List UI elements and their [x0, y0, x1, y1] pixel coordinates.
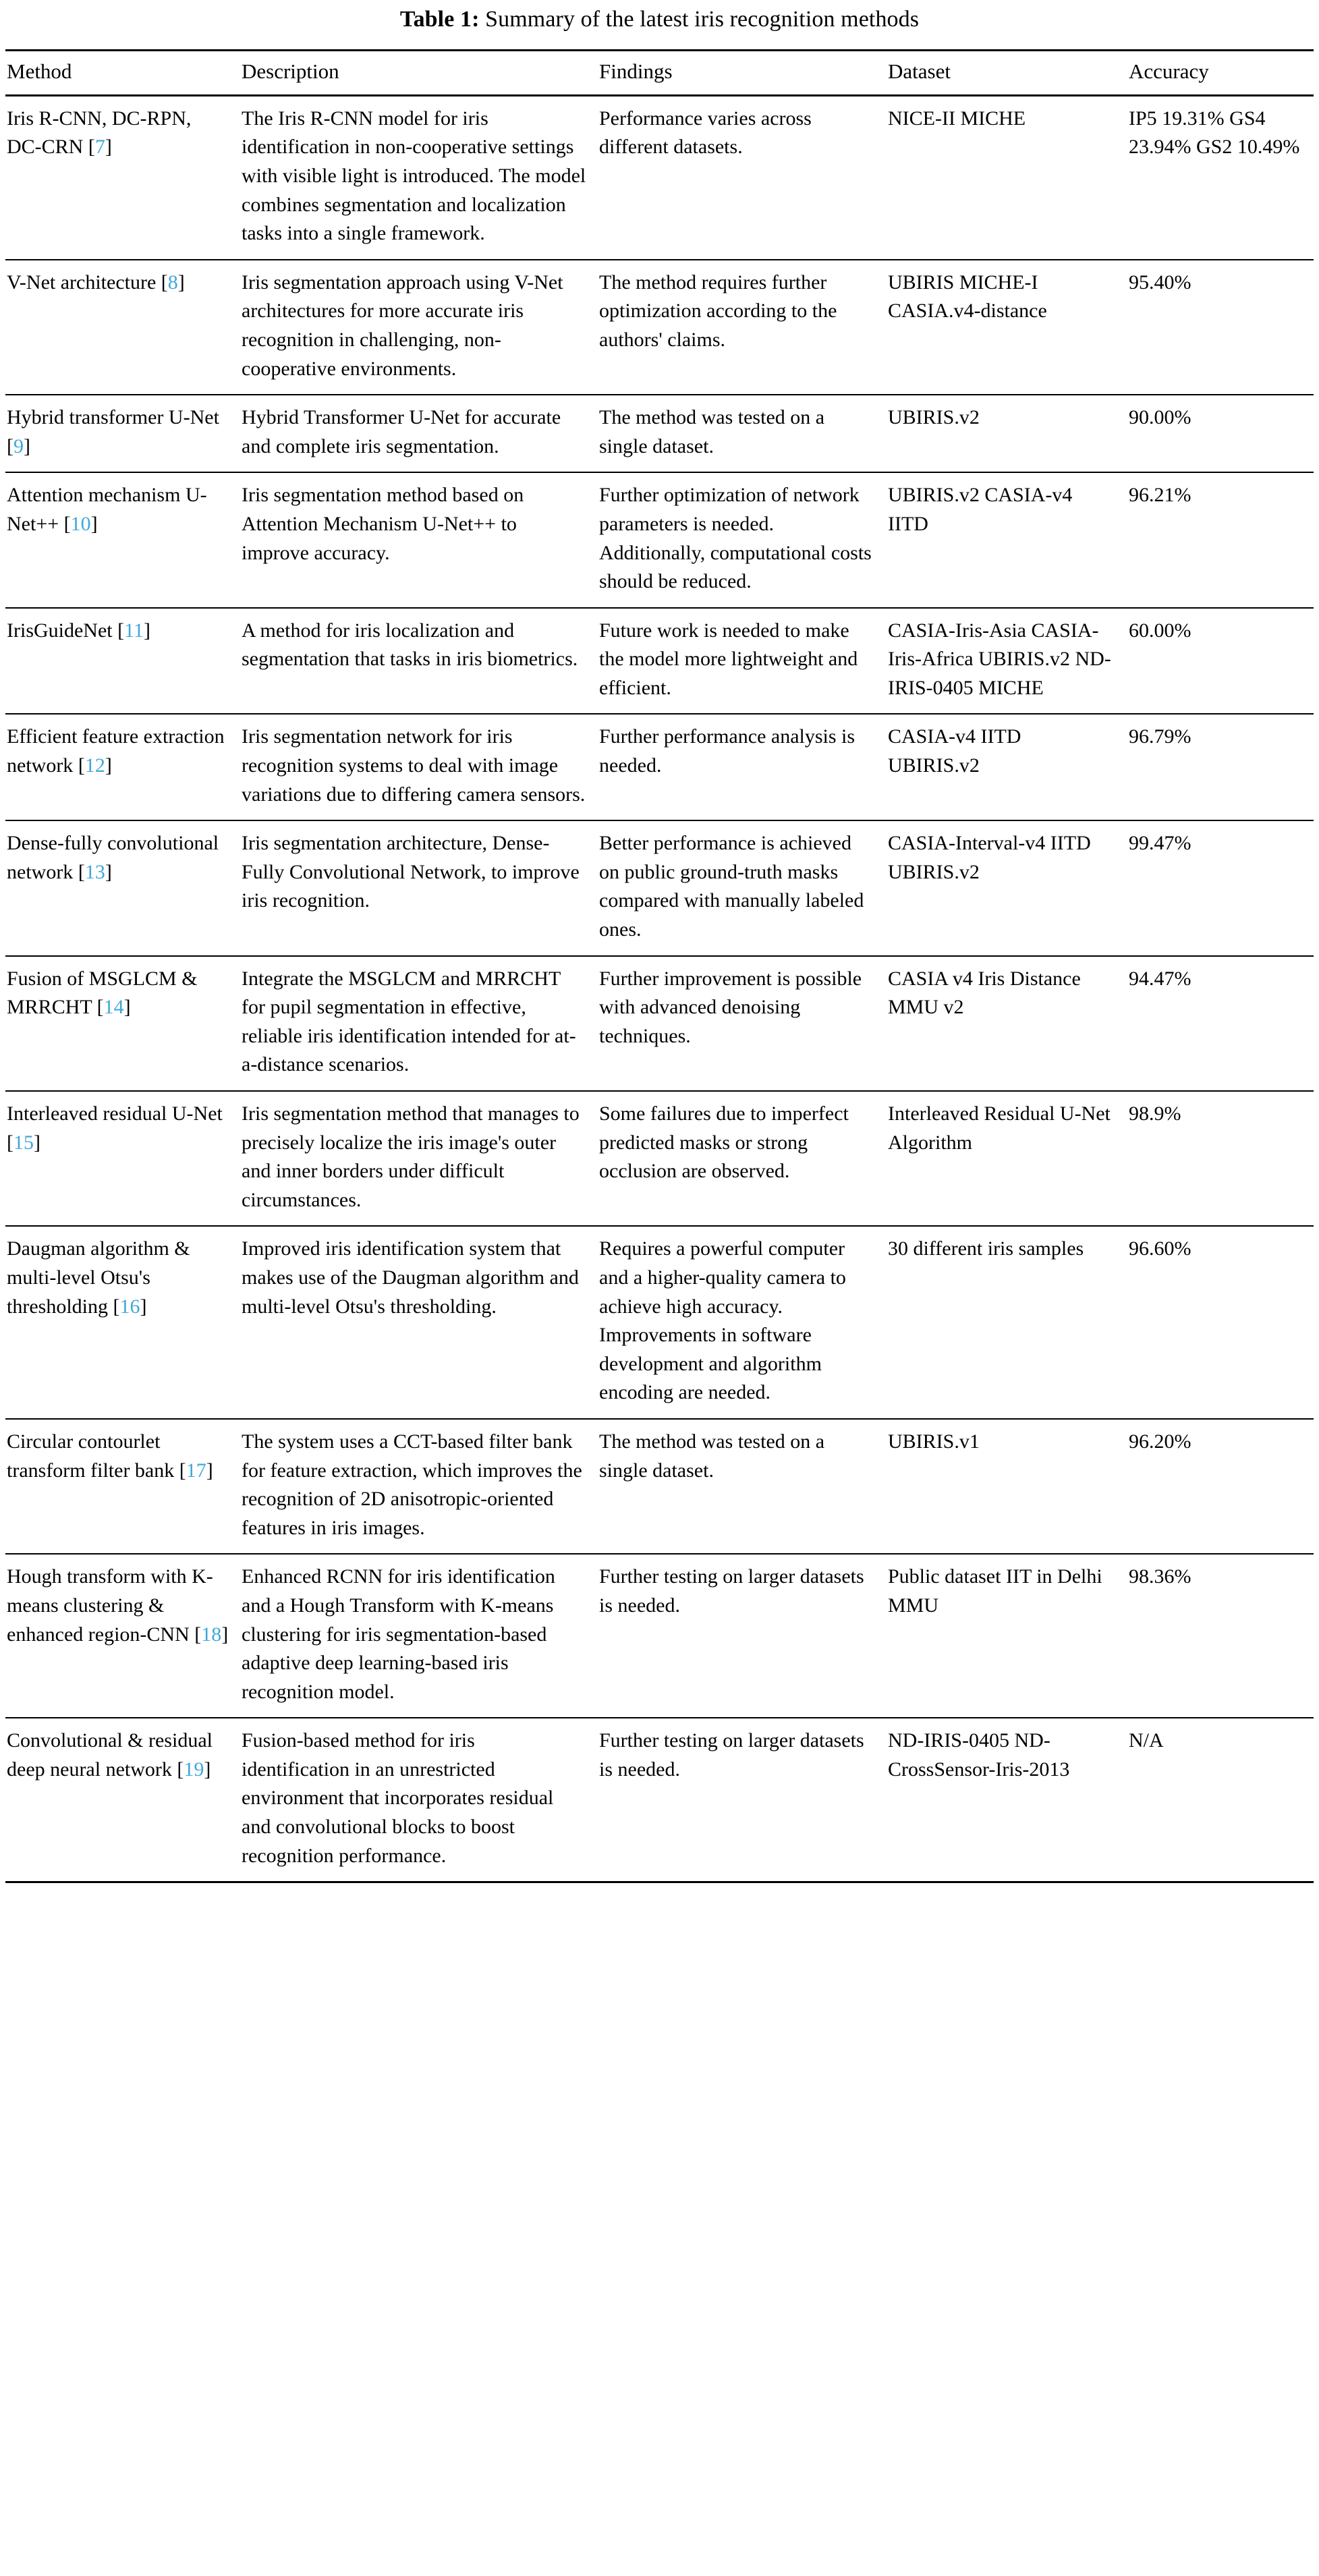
cell-dataset: Public dataset IIT in Delhi MMU [887, 1554, 1127, 1718]
column-header-accuracy: Accuracy [1127, 50, 1314, 95]
table-row [5, 608, 1314, 715]
citation-link[interactable]: 11 [124, 619, 144, 642]
cell-findings: Performance varies across different datasets. [598, 95, 887, 259]
citation-link[interactable]: 18 [201, 1623, 222, 1646]
cell-method [5, 1091, 240, 1226]
citation-bracket-open: [ [194, 1623, 202, 1646]
cell-dataset: CASIA-Iris-Asia CASIA-Iris-Africa UBIRIS.v2 ND-IRIS-0405 MICHE [887, 608, 1127, 715]
method-label: V-Net architecture [7, 271, 157, 293]
cell-description: Improved iris identification system that makes use of the Daugman algorithm and multi-level Otsu's thresholding. [240, 1226, 598, 1419]
cell-method [5, 1718, 240, 1882]
citation-bracket-open: [ [117, 619, 125, 642]
citation-bracket-close: ] [177, 271, 185, 293]
citation-bracket-close: ] [140, 1295, 147, 1318]
summary-table [5, 49, 1314, 1884]
table-row [5, 95, 1314, 259]
method-label: IrisGuideNet [7, 619, 113, 642]
cell-findings: Better performance is achieved on public ground-truth masks compared with manually labeled ones. [598, 820, 887, 955]
citation-link[interactable]: 10 [70, 512, 91, 535]
cell-method [5, 820, 240, 955]
cell-method [5, 395, 240, 472]
column-header-description: Description [240, 50, 598, 95]
citation-link[interactable]: 17 [186, 1459, 206, 1482]
table-row [5, 1091, 1314, 1226]
method-label: Dense-fully convolutional network [7, 832, 219, 883]
method-label: Convolutional & residual deep neural network [7, 1729, 213, 1781]
method-label: Fusion of MSGLCM & MRRCHT [7, 967, 198, 1019]
citation-bracket-open: [ [78, 754, 85, 777]
cell-accuracy: IP5 19.31% GS4 23.94% GS2 10.49% [1127, 95, 1314, 259]
citation-bracket-open: [ [78, 860, 85, 883]
cell-description: The Iris R-CNN model for iris identification in non-cooperative settings with visible light is introduced. The model combines segmentation and localization tasks into a single framework. [240, 95, 598, 259]
caption-label: Table 1: [399, 7, 480, 32]
citation-bracket-close: ] [221, 1623, 229, 1646]
method-label: Circular contourlet transform filter bank [7, 1430, 175, 1482]
citation-link[interactable]: 14 [103, 996, 124, 1019]
citation-link[interactable]: 15 [13, 1131, 34, 1154]
citation-bracket-close: ] [204, 1758, 211, 1781]
cell-accuracy: N/A [1127, 1718, 1314, 1882]
cell-accuracy: 98.9% [1127, 1091, 1314, 1226]
cell-description: A method for iris localization and segmentation that tasks in iris biometrics. [240, 608, 598, 715]
method-label: Hybrid transformer U-Net [7, 406, 219, 429]
citation-bracket-close: ] [144, 619, 151, 642]
citation-link[interactable]: 9 [13, 435, 24, 457]
citation-bracket-open: [ [7, 435, 13, 457]
citation-bracket-close: ] [24, 435, 30, 457]
cell-dataset: UBIRIS.v2 [887, 395, 1127, 472]
cell-dataset: CASIA v4 Iris Distance MMU v2 [887, 956, 1127, 1091]
citation-link[interactable]: 8 [167, 271, 178, 293]
cell-description: Iris segmentation method based on Attention Mechanism U-Net++ to improve accuracy. [240, 472, 598, 607]
header-row [5, 50, 1314, 95]
cell-findings: Further performance analysis is needed. [598, 714, 887, 820]
citation-bracket-open: [ [161, 271, 168, 293]
cell-description: Integrate the MSGLCM and MRRCHT for pupil segmentation in effective, reliable iris identification intended for at-a-distance scenarios. [240, 956, 598, 1091]
table-row [5, 1226, 1314, 1419]
caption-text: Summary of the latest iris recognition methods [485, 7, 920, 32]
citation-bracket-open: [ [177, 1758, 184, 1781]
cell-method [5, 1419, 240, 1554]
method-label: Interleaved residual U-Net [7, 1102, 223, 1125]
method-label: Efficient feature extraction network [7, 725, 225, 777]
citation-bracket-close: ] [123, 996, 131, 1019]
citation-bracket-close: ] [105, 136, 112, 159]
table-row [5, 956, 1314, 1091]
citation-bracket-open: [ [96, 996, 104, 1019]
cell-dataset: Interleaved Residual U-Net Algorithm [887, 1091, 1127, 1226]
cell-description: Iris segmentation approach using V-Net architectures for more accurate iris recognition in challenging, non-cooperative environments. [240, 260, 598, 395]
cell-accuracy: 96.79% [1127, 714, 1314, 820]
cell-findings: Further improvement is possible with advanced denoising techniques. [598, 956, 887, 1091]
table-row [5, 1554, 1314, 1718]
cell-accuracy: 96.60% [1127, 1226, 1314, 1419]
cell-findings: Further optimization of network parameters is needed. Additionally, computational costs should be reduced. [598, 472, 887, 607]
citation-link[interactable]: 19 [184, 1758, 204, 1781]
cell-findings: Further testing on larger datasets is needed. [598, 1718, 887, 1882]
cell-accuracy: 90.00% [1127, 395, 1314, 472]
cell-description: Hybrid Transformer U-Net for accurate and complete iris segmentation. [240, 395, 598, 472]
citation-bracket-open: [ [179, 1459, 186, 1482]
cell-dataset: CASIA-Interval-v4 IITD UBIRIS.v2 [887, 820, 1127, 955]
table-caption [5, 0, 1314, 49]
citation-link[interactable]: 16 [119, 1295, 140, 1318]
table-row [5, 472, 1314, 607]
citation-link[interactable]: 13 [84, 860, 105, 883]
cell-dataset: UBIRIS MICHE-I CASIA.v4-distance [887, 260, 1127, 395]
citation-link[interactable]: 12 [84, 754, 105, 777]
table-row [5, 1718, 1314, 1882]
citation-bracket-open: [ [7, 1131, 13, 1154]
cell-findings: Requires a powerful computer and a higher-quality camera to achieve high accuracy. Improvements in software development and algorithm encoding are needed. [598, 1226, 887, 1419]
table-row [5, 714, 1314, 820]
cell-accuracy: 94.47% [1127, 956, 1314, 1091]
cell-dataset: CASIA-v4 IITD UBIRIS.v2 [887, 714, 1127, 820]
method-label: Iris R-CNN, DC-RPN, DC-CRN [7, 107, 192, 159]
citation-bracket-close: ] [90, 512, 98, 535]
cell-accuracy: 98.36% [1127, 1554, 1314, 1718]
table-row [5, 1419, 1314, 1554]
cell-accuracy: 95.40% [1127, 260, 1314, 395]
cell-method [5, 95, 240, 259]
cell-findings: Some failures due to imperfect predicted masks or strong occlusion are observed. [598, 1091, 887, 1226]
table-row [5, 820, 1314, 955]
method-label: Attention mechanism U-Net++ [7, 484, 207, 535]
cell-description: Enhanced RCNN for iris identification and a Hough Transform with K-means clustering for iris segmentation-based adaptive deep learning-based iris recognition model. [240, 1554, 598, 1718]
table-row [5, 395, 1314, 472]
cell-accuracy: 99.47% [1127, 820, 1314, 955]
cell-dataset: NICE-II MICHE [887, 95, 1127, 259]
cell-method [5, 472, 240, 607]
method-label: Hough transform with K-means clustering & enhanced region-CNN [7, 1565, 213, 1646]
citation-bracket-close: ] [105, 860, 112, 883]
cell-description: Iris segmentation network for iris recognition systems to deal with image variations due to differing camera sensors. [240, 714, 598, 820]
cell-accuracy: 96.21% [1127, 472, 1314, 607]
cell-method [5, 1554, 240, 1718]
cell-description: The system uses a CCT-based filter bank for feature extraction, which improves the recognition of 2D anisotropic-oriented features in iris images. [240, 1419, 598, 1554]
citation-bracket-close: ] [206, 1459, 213, 1482]
cell-method [5, 260, 240, 395]
table-row [5, 260, 1314, 395]
citation-bracket-open: [ [63, 512, 71, 535]
cell-dataset: ND-IRIS-0405 ND-CrossSensor-Iris-2013 [887, 1718, 1127, 1882]
cell-method [5, 608, 240, 715]
cell-findings: The method was tested on a single dataset. [598, 395, 887, 472]
cell-dataset: UBIRIS.v1 [887, 1419, 1127, 1554]
cell-findings: Further testing on larger datasets is needed. [598, 1554, 887, 1718]
column-header-method: Method [5, 50, 240, 95]
cell-accuracy: 60.00% [1127, 608, 1314, 715]
cell-accuracy: 96.20% [1127, 1419, 1314, 1554]
table-header [5, 50, 1314, 95]
citation-bracket-open: [ [113, 1295, 120, 1318]
cell-method [5, 956, 240, 1091]
cell-findings: The method requires further optimization according to the authors' claims. [598, 260, 887, 395]
citation-link[interactable]: 7 [94, 136, 105, 159]
citation-bracket-close: ] [34, 1131, 40, 1154]
cell-findings: Future work is needed to make the model more lightweight and efficient. [598, 608, 887, 715]
cell-description: Iris segmentation architecture, Dense-Fully Convolutional Network, to improve iris recognition. [240, 820, 598, 955]
method-label: Daugman algorithm & multi-level Otsu's thresholding [7, 1237, 190, 1318]
column-header-dataset: Dataset [887, 50, 1127, 95]
cell-findings: The method was tested on a single dataset. [598, 1419, 887, 1554]
table-body [5, 95, 1314, 1882]
cell-dataset: 30 different iris samples [887, 1226, 1127, 1419]
column-header-findings: Findings [598, 50, 887, 95]
cell-method [5, 714, 240, 820]
citation-bracket-close: ] [105, 754, 112, 777]
cell-description: Fusion-based method for iris identification in an unrestricted environment that incorporates residual and convolutional blocks to boost recognition performance. [240, 1718, 598, 1882]
cell-dataset: UBIRIS.v2 CASIA-v4 IITD [887, 472, 1127, 607]
cell-method [5, 1226, 240, 1419]
cell-description: Iris segmentation method that manages to precisely localize the iris image's outer and inner borders under difficult circumstances. [240, 1091, 598, 1226]
citation-bracket-open: [ [88, 136, 95, 159]
